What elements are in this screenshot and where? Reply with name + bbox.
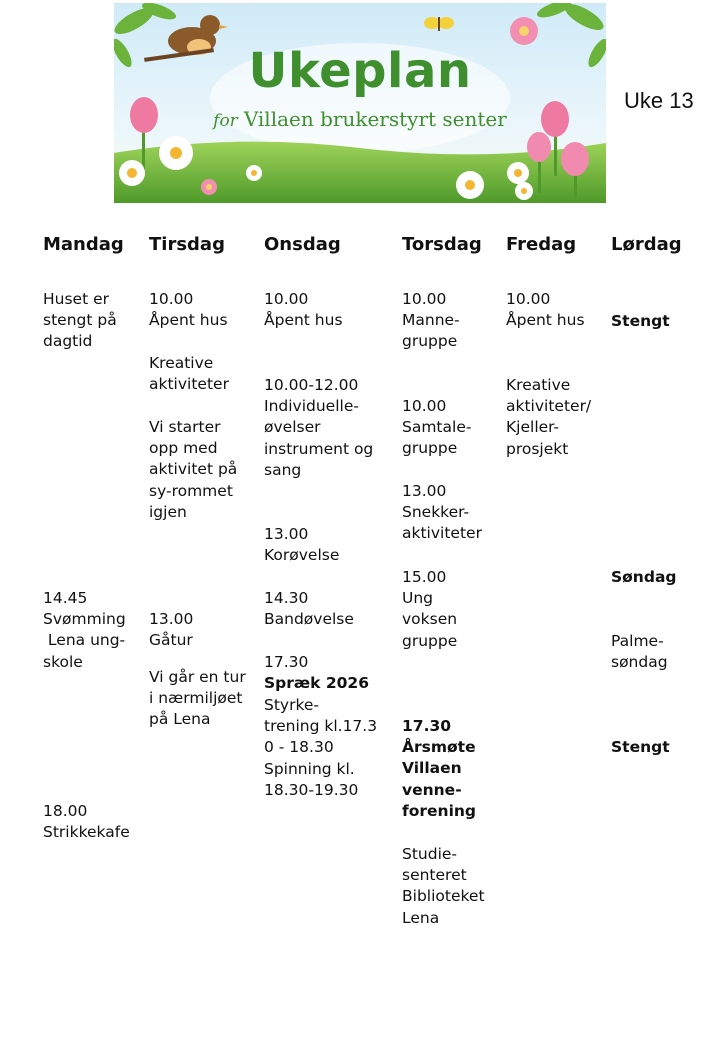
banner-subtitle-for: for <box>213 111 238 131</box>
banner-subtitle <box>114 107 606 131</box>
day-header-tirsdag: Tirsdag <box>149 234 225 255</box>
torsdag-young: 15.00 Ung voksen gruppe <box>402 568 458 650</box>
onsdag-sprek-time: 17.30 <box>264 653 309 671</box>
onsdag-band: 14.30 Bandøvelse <box>264 589 354 629</box>
onsdag-open: 10.00 Åpent hus <box>264 290 343 330</box>
onsdag-choir: 13.00 Korøvelse <box>264 525 340 565</box>
torsdag-carpentry: 13.00 Snekker- aktiviteter <box>402 482 482 543</box>
onsdag-sprek-desc: Styrke- trening kl.17.3 0 - 18.30 Spinning kl. 18.30-19.30 <box>264 696 378 799</box>
onsdag-individual: 10.00-12.00 Individuelle- øvelser instrument og sang <box>264 376 374 479</box>
torsdag-talk: 10.00 Samtale- gruppe <box>402 397 472 458</box>
torsdag-location: Studie- senteret Biblioteket Lena <box>402 845 485 927</box>
sondag-palm: Palme- søndag <box>611 632 668 672</box>
tirsdag-open: 10.00 Åpent hus <box>149 290 228 330</box>
tirsdag-walk-desc: Vi går en tur i nærmiljøet på Lena <box>149 668 246 729</box>
mandag-swim: 14.45 Svømming Lena ung- skole <box>43 589 126 671</box>
sondag-closed: Stengt <box>611 738 670 756</box>
torsdag-men: 10.00 Manne- gruppe <box>402 290 460 351</box>
day-header-torsdag: Torsdag <box>402 234 482 255</box>
tirsdag-start: Vi starter opp med aktivitet på sy-rommet igjen <box>149 418 238 521</box>
banner-subtitle-text: Villaen brukerstyrt senter <box>243 107 507 131</box>
tirsdag-creative: Kreative aktiviteter <box>149 354 229 394</box>
spring-meadow-illustration <box>114 3 606 203</box>
onsdag-sprek-title: Spræk 2026 <box>264 674 369 692</box>
sondag-header: Søndag <box>611 568 677 586</box>
mandag-closed: Huset er stengt på dagtid <box>43 290 117 351</box>
lordag-closed: Stengt <box>611 312 670 330</box>
day-header-lordag: Lørdag <box>611 234 682 255</box>
banner-image <box>114 3 606 203</box>
torsdag-meeting: 17.30 Årsmøte Villaen venne- forening <box>402 717 477 820</box>
day-header-mandag: Mandag <box>43 234 124 255</box>
fredag-creative: Kreative aktiviteter/ Kjeller- prosjekt <box>506 376 592 458</box>
mandag-knit: 18.00 Strikkekafe <box>43 802 130 842</box>
fredag-open: 10.00 Åpent hus <box>506 290 585 330</box>
tirsdag-walk: 13.00 Gåtur <box>149 610 194 650</box>
day-header-fredag: Fredag <box>506 234 577 255</box>
week-label: Uke 13 <box>624 88 694 113</box>
banner-title: Ukeplan <box>248 43 472 99</box>
day-header-onsdag: Onsdag <box>264 234 341 255</box>
